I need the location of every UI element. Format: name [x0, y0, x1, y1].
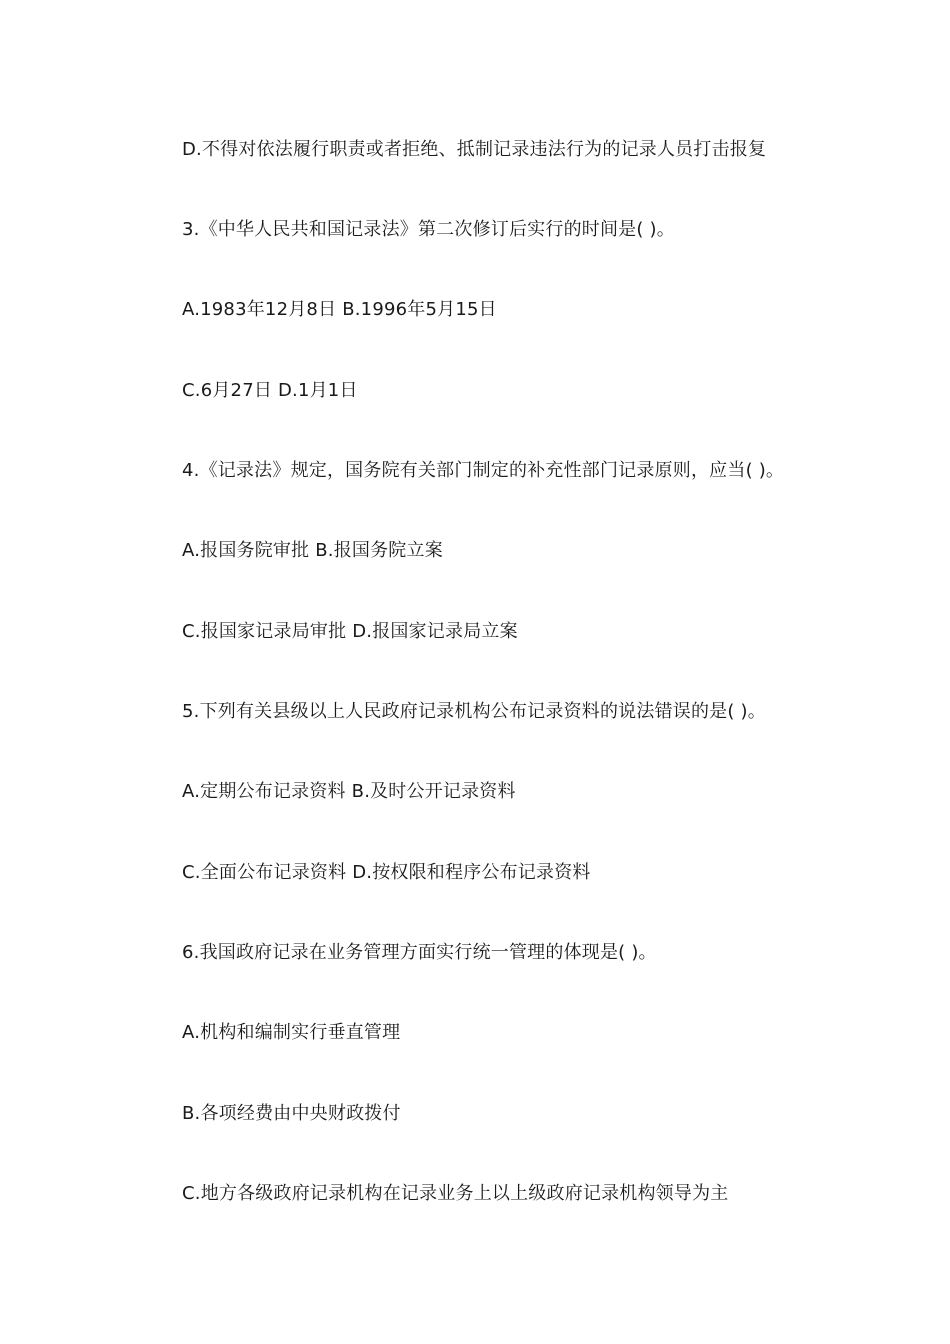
question-4: 4.《记录法》规定，国务院有关部门制定的补充性部门记录原则，应当( )。: [182, 460, 785, 481]
option-q6-a: A.机构和编制实行垂直管理: [182, 1022, 401, 1043]
question-6: 6.我国政府记录在业务管理方面实行统一管理的体现是( )。: [182, 942, 657, 963]
question-5: 5.下列有关县级以上人民政府记录机构公布记录资料的说法错误的是( )。: [182, 701, 766, 722]
option-q6-b: B.各项经费由中央财政拨付: [182, 1103, 401, 1124]
options-q4-ab: A.报国务院审批 B.报国务院立案: [182, 540, 443, 561]
options-q3-cd: C.6月27日 D.1月1日: [182, 380, 358, 401]
options-q4-cd: C.报国家记录局审批 D.报国家记录局立案: [182, 621, 518, 642]
options-q3-ab: A.1983年12月8日 B.1996年5月15日: [182, 299, 497, 320]
option-line-q2-d: D.不得对依法履行职责或者拒绝、抵制记录违法行为的记录人员打击报复: [182, 139, 767, 160]
question-3: 3.《中华人民共和国记录法》第二次修订后实行的时间是( )。: [182, 219, 675, 240]
option-q6-c: C.地方各级政府记录机构在记录业务上以上级政府记录机构领导为主: [182, 1183, 729, 1204]
options-q5-cd: C.全面公布记录资料 D.按权限和程序公布记录资料: [182, 862, 591, 883]
options-q5-ab: A.定期公布记录资料 B.及时公开记录资料: [182, 781, 516, 802]
